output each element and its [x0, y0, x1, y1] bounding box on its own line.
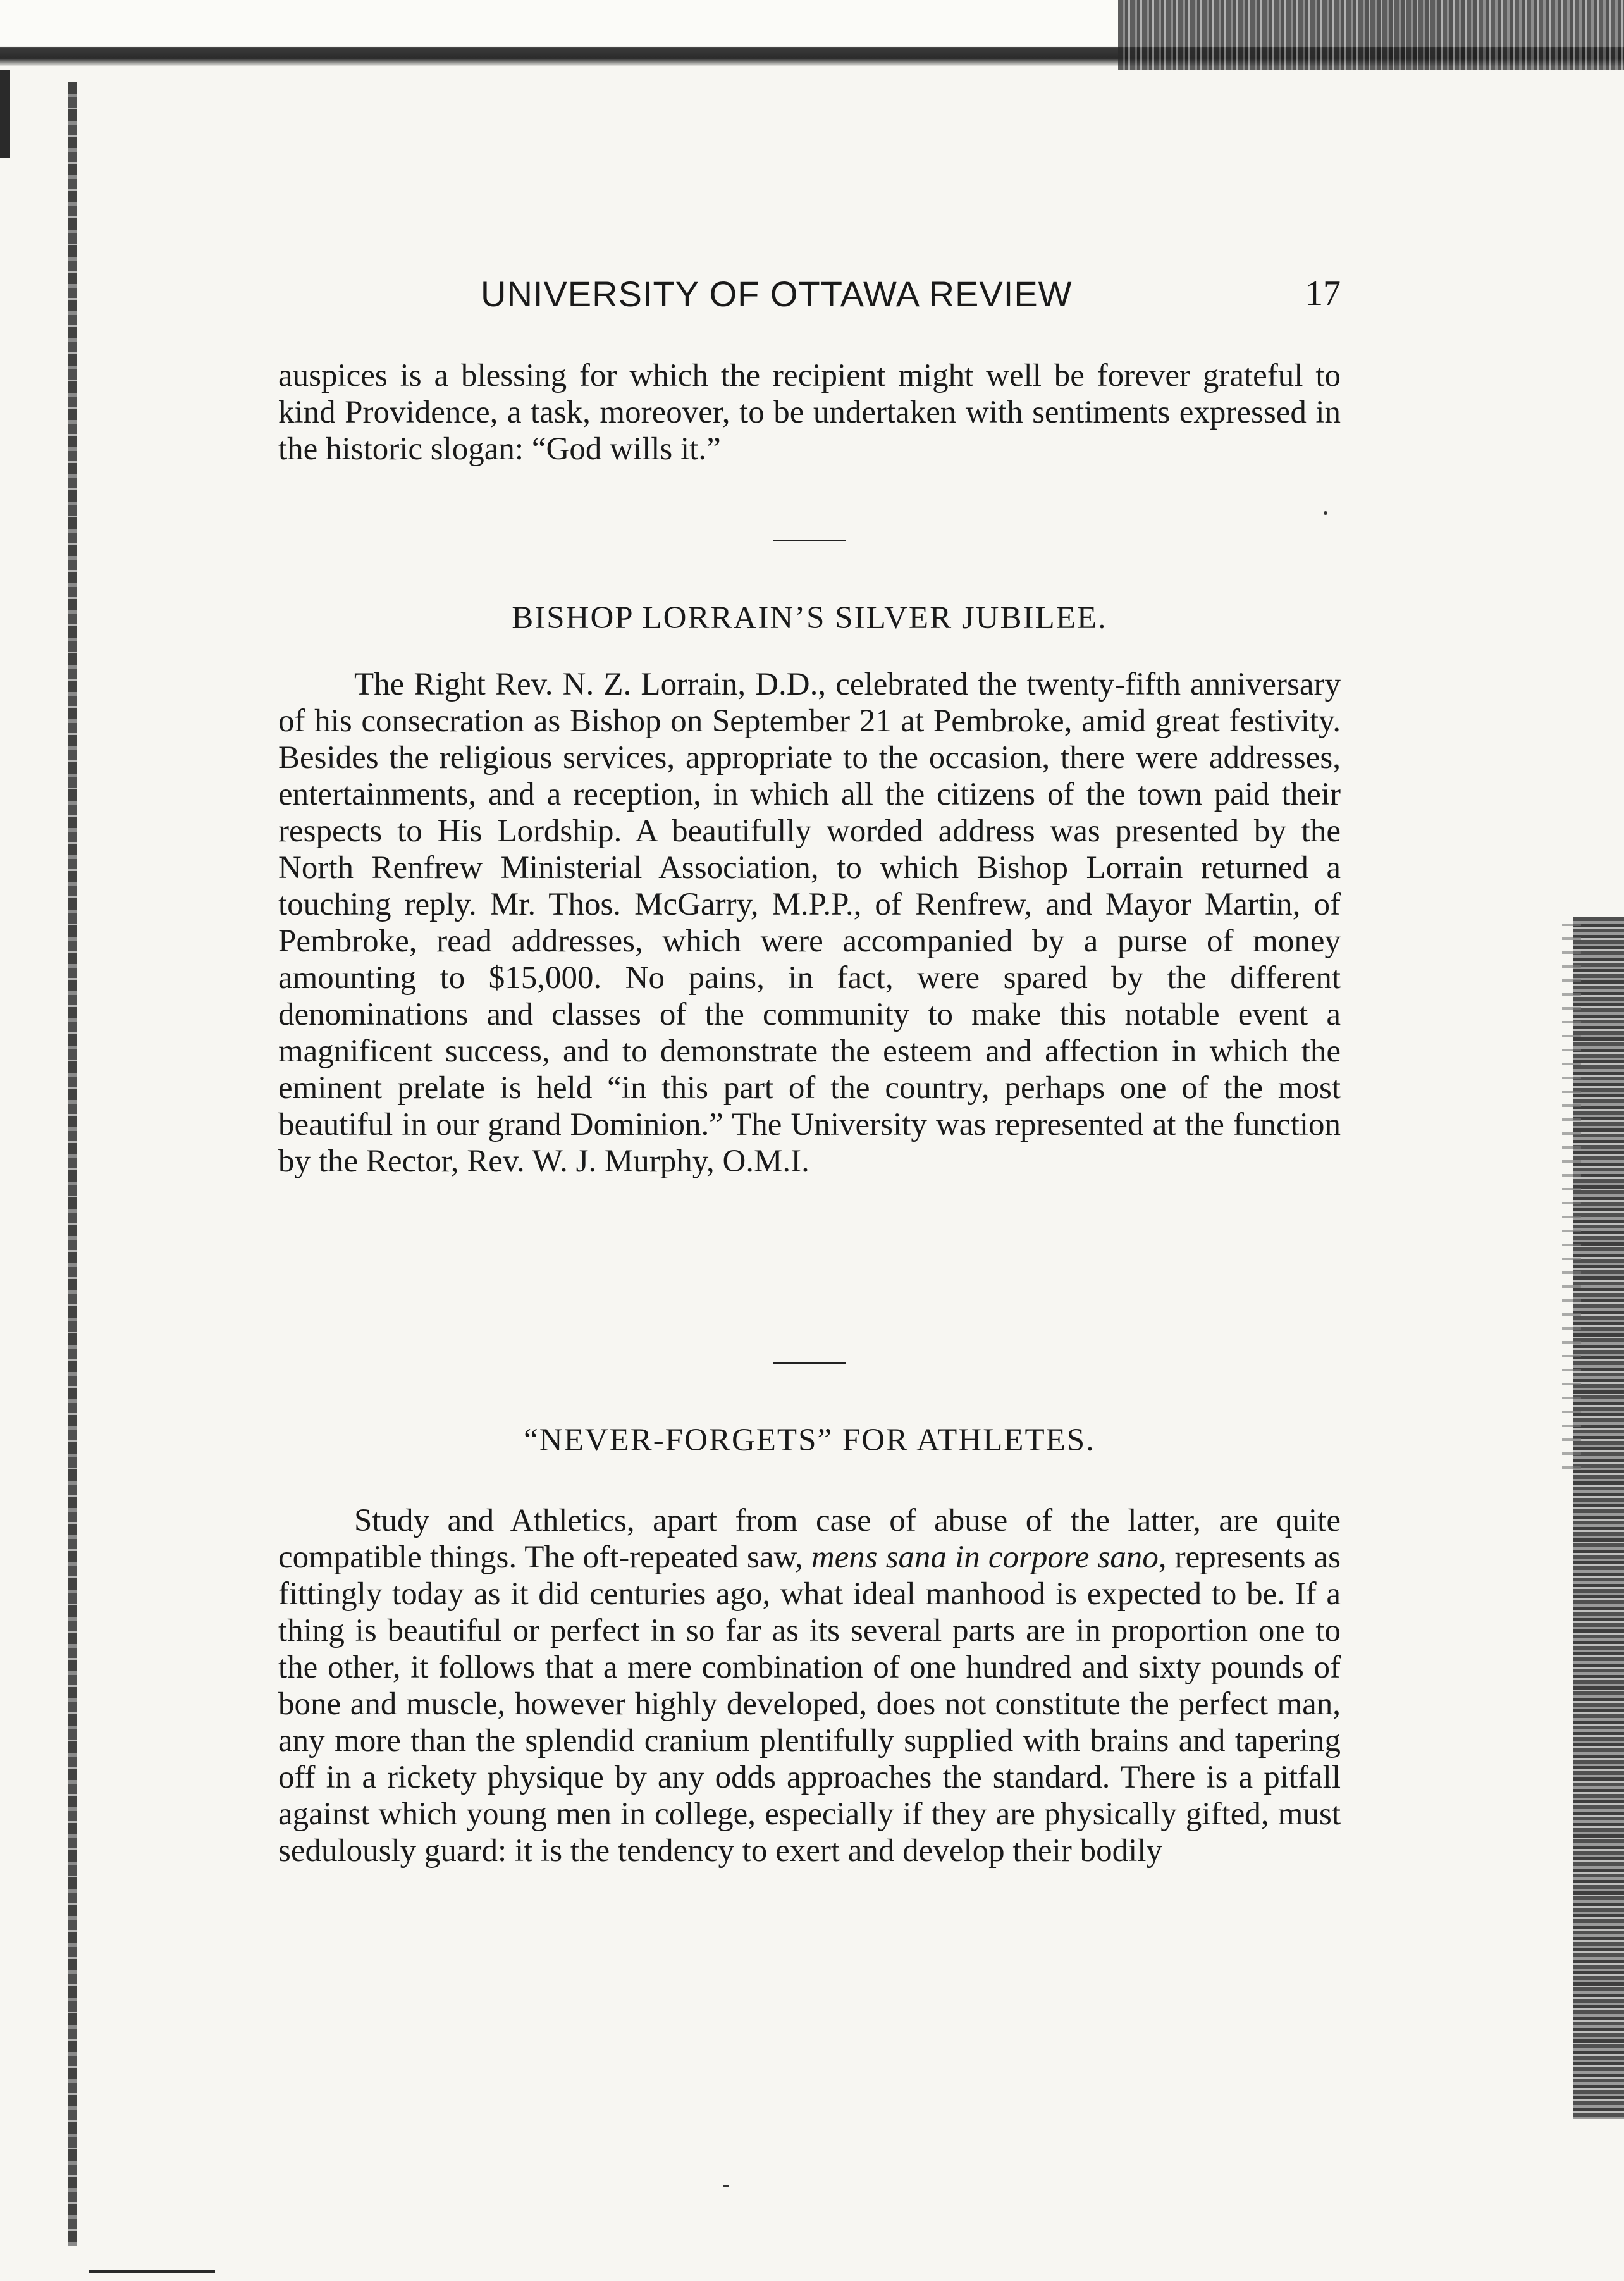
section2-text-end: , represents as fittingly today as it did centuries ago, what ideal manhood is expected to be. If a thing is beautiful or perfect in so far as its several parts are in proportion one to the other, it follows that a mere combination of one hundred and sixty pounds of bone and muscle, however highly developed, does not constitute the perfect man, any more than the splendid cranium plentifully supplied with brains and tapering off in a rickety physique by any odds approaches the standard. There is a pitfall against which young men in college, especially if they are physically gifted, must sedulously guard: it is the tendency to exert and develop their bodily [278, 1540, 1341, 1869]
scan-bottom-mark [89, 2270, 215, 2273]
section1-heading: BISHOP LORRAIN’S SILVER JUBILEE. [512, 600, 1107, 636]
stray-mark-bottom [723, 2185, 729, 2187]
running-head [278, 273, 1341, 324]
intro-paragraph-block [278, 357, 1341, 467]
stray-dot [1324, 511, 1327, 515]
running-title: UNIVERSITY OF OTTAWA REVIEW [481, 274, 1073, 314]
section-divider-2 [773, 1362, 846, 1364]
latin-phrase: mens sana in corpore sano [811, 1540, 1159, 1575]
page-number: 17 [1305, 274, 1341, 313]
intro-paragraph: auspices is a blessing for which the recipient might well be forever grateful to kind Providence, a task, moreover, to be undertaken with sentiments expressed in the historic slogan: “God wills it.” [278, 358, 1341, 467]
section2-text-start: Study and Athletics, apart from case of abuse of the latter, are quite compatible things. The oft-repeated saw, [278, 1503, 1341, 1575]
section2-body [278, 1502, 1341, 1869]
scan-top-right-noise [1118, 0, 1624, 70]
section2-heading: “NEVER-FORGETS” FOR ATHLETES. [524, 1423, 1095, 1458]
section1-paragraph: The Right Rev. N. Z. Lorrain, D.D., celebrated the twenty-fifth anniversary of his consecration as Bishop on September 21 at Pembroke, amid great festivity. Besides the religious services, appropriate to the occasion, there were addresses, entertainments, and a reception, in which all the citizens of the town paid their respects to His Lordship. A beautifully worded address was presented by the North Renfrew Ministerial Association, to which Bishop Lorrain returned a touching reply. Mr. Thos. McGarry, M.P.P., of Renfrew, and Mayor Martin, of Pembroke, read addresses, which were accompanied by a purse of money amounting to $15,000. No pains, in fact, were spared by the different denominations and classes of the community to make this notable event a magnificent success, and to demonstrate the esteem and affection in which the eminent prelate is held “in this part of the country, perhaps one of the most beautiful in our grand Dominion.” The University was represented at the function by the Rector, Rev. W. J. Murphy, O.M.I. [278, 667, 1341, 1179]
section2-paragraph [278, 1502, 1341, 1869]
section-divider-1 [773, 540, 846, 541]
scan-right-edge [1573, 917, 1624, 2119]
scan-left-edge-mark [0, 70, 10, 158]
section1-body [278, 666, 1341, 1180]
scan-right-stray-marks [1562, 924, 1581, 1480]
scan-left-binding [68, 82, 77, 2246]
